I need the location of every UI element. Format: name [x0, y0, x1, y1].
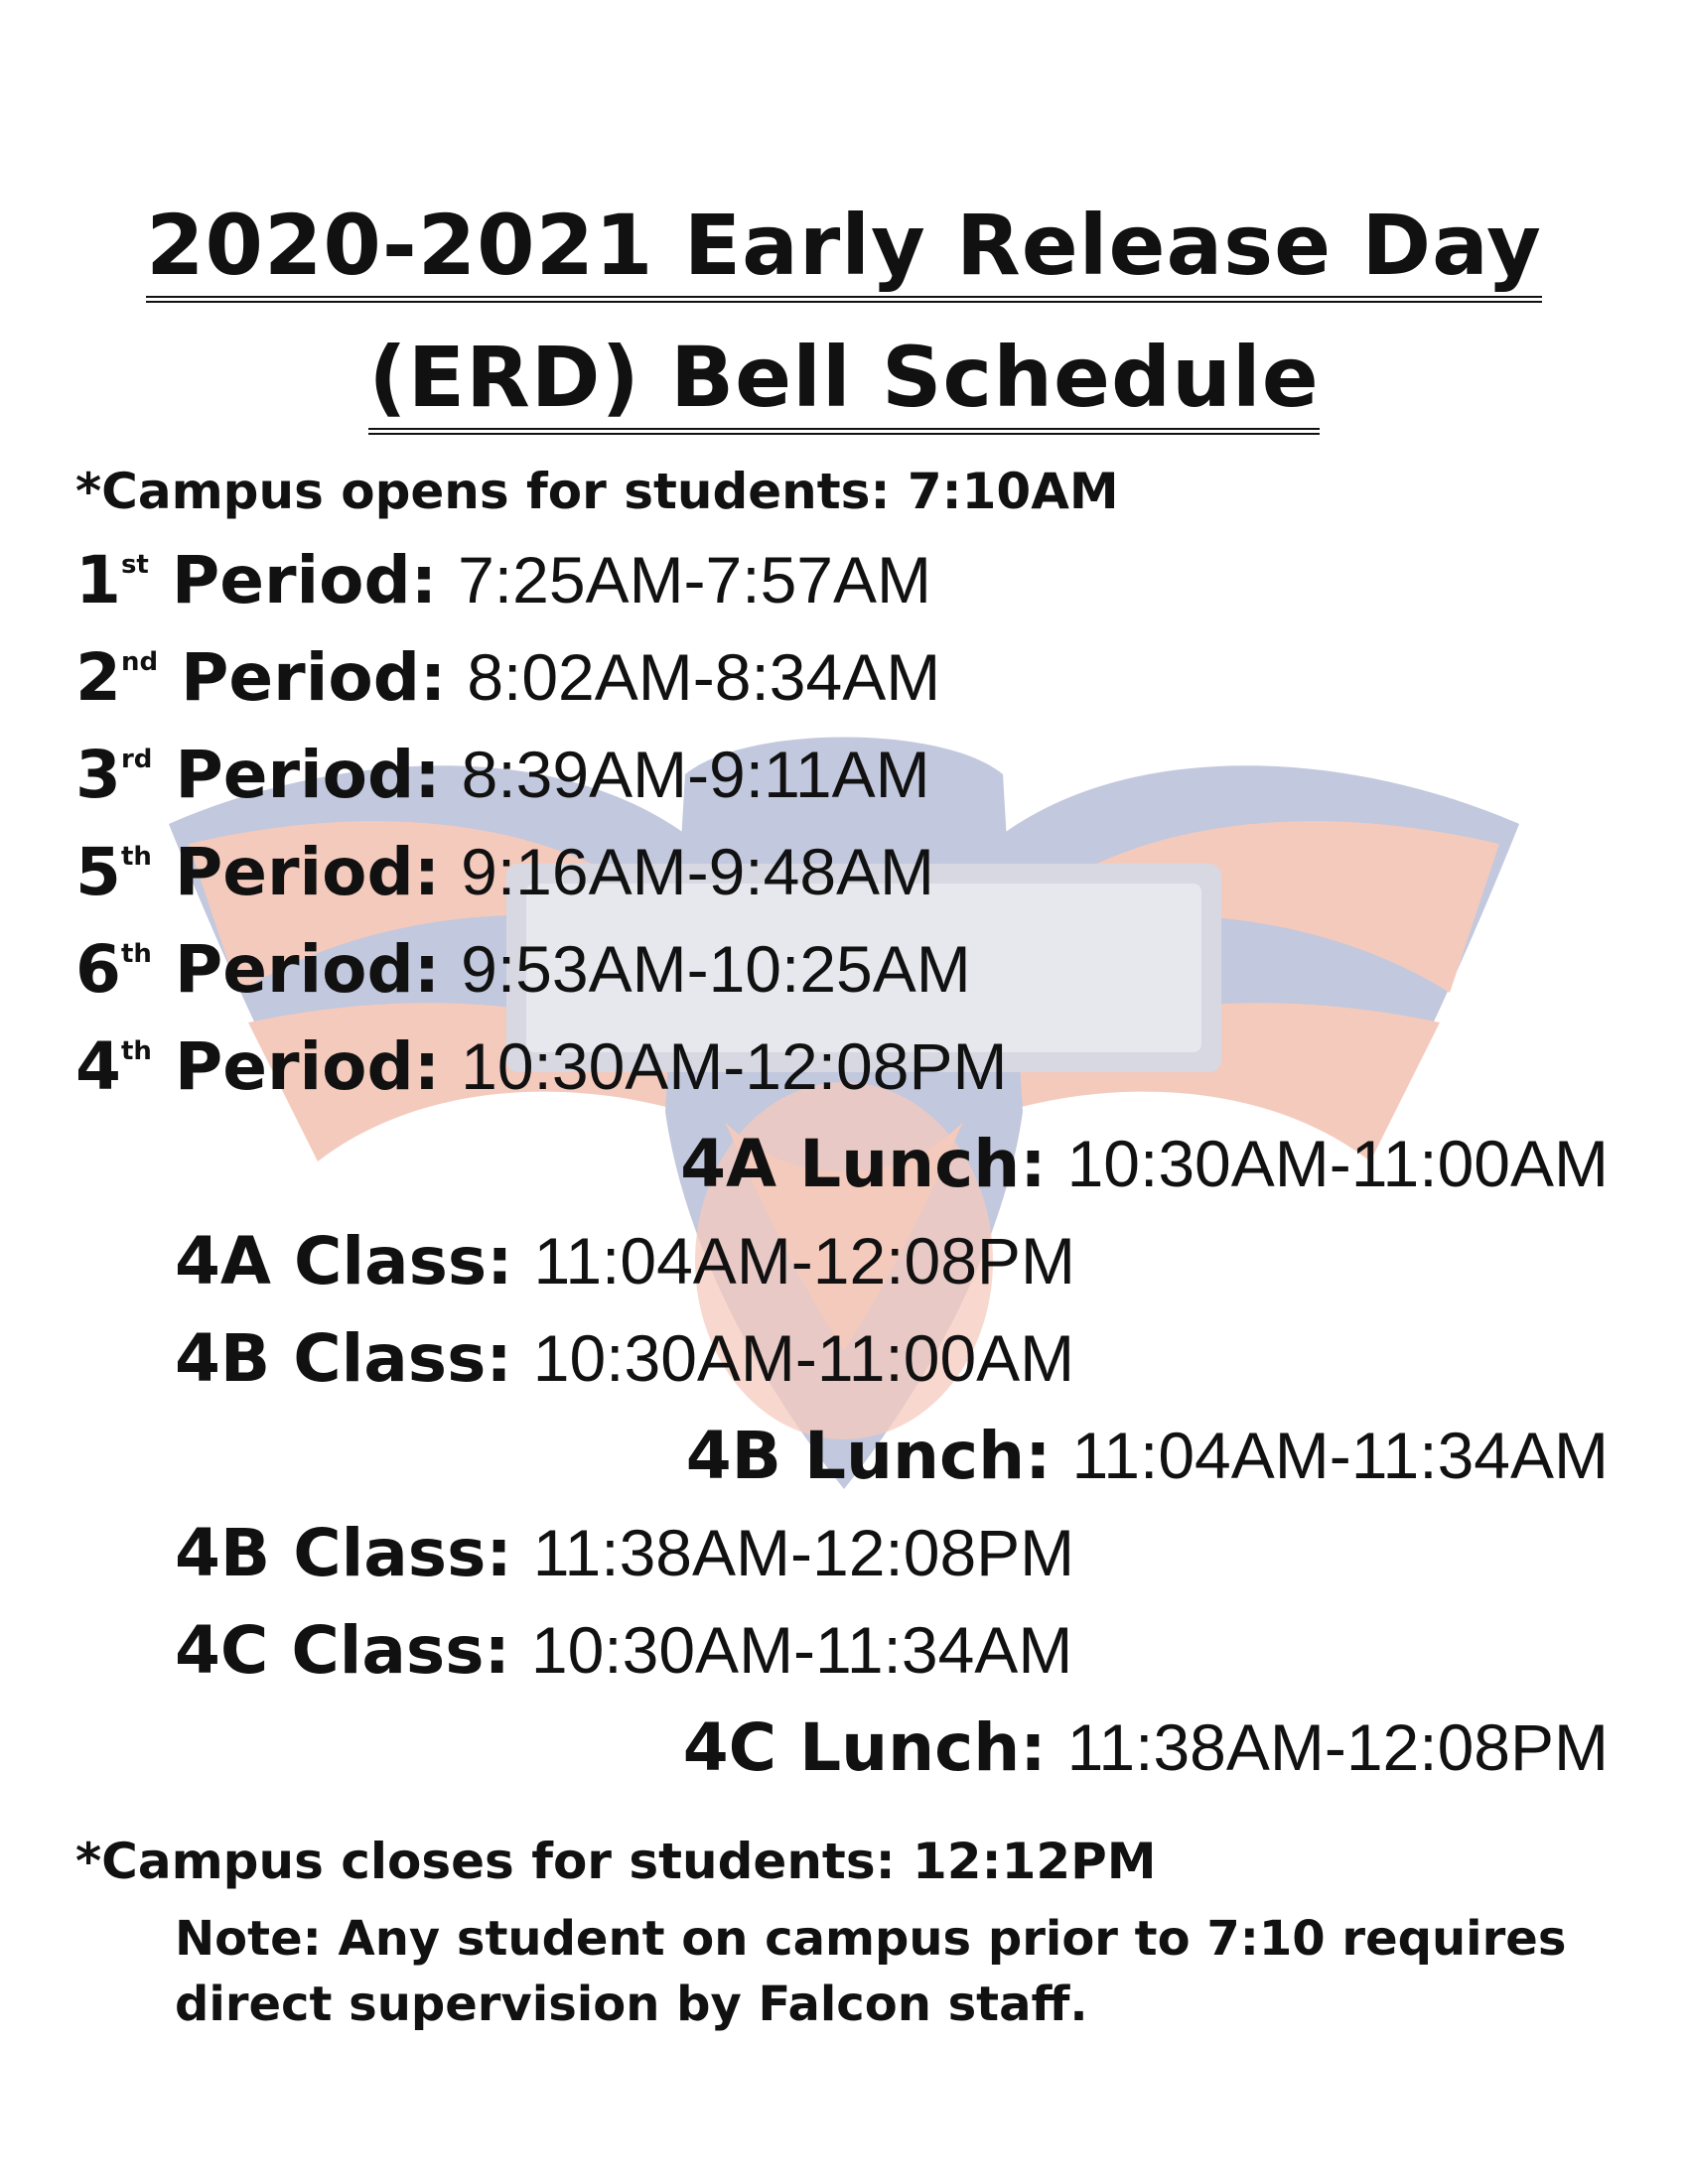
class-row-4b-second	[175, 1515, 1074, 1591]
lunch-time: 11:04AM-11:34AM	[1071, 1419, 1609, 1492]
period-suffix: th	[120, 842, 152, 872]
period-suffix: nd	[120, 647, 159, 677]
period-number: 5	[75, 834, 121, 910]
period-suffix: st	[120, 550, 149, 580]
period-time: 9:53AM-10:25AM	[461, 932, 971, 1006]
period-label: Period:	[151, 1028, 441, 1105]
period-label: Period:	[148, 542, 438, 618]
period-time: 9:16AM-9:48AM	[461, 835, 935, 908]
class-label: 4C Class:	[175, 1612, 510, 1689]
class-label: 4B Class:	[175, 1515, 512, 1591]
period-time: 8:39AM-9:11AM	[461, 738, 930, 811]
period-time: 10:30AM-12:08PM	[461, 1029, 1008, 1103]
period-row	[75, 737, 930, 813]
lunch-row-4a	[680, 1126, 1609, 1202]
lunch-row-4c	[683, 1709, 1609, 1786]
period-row	[75, 1028, 1007, 1105]
class-row-4b-first	[175, 1320, 1074, 1397]
period-suffix: th	[120, 1036, 152, 1066]
period-row	[75, 542, 931, 618]
class-time: 10:30AM-11:00AM	[532, 1321, 1075, 1395]
class-label: 4A Class:	[175, 1223, 513, 1299]
period-suffix: rd	[120, 745, 153, 774]
title-line-2: (ERD) Bell Schedule	[368, 329, 1319, 435]
campus-open-text: *Campus opens for students: 7:10AM	[75, 463, 1119, 520]
lunch-row-4b	[686, 1418, 1609, 1494]
class-time: 10:30AM-11:34AM	[530, 1613, 1073, 1687]
campus-close-text: *Campus closes for students: 12:12PM	[75, 1833, 1157, 1890]
period-number: 2	[75, 639, 121, 716]
period-row	[75, 834, 934, 910]
period-label: Period:	[151, 931, 441, 1008]
period-row	[75, 931, 971, 1008]
period-number: 3	[75, 737, 121, 813]
lunch-time: 11:38AM-12:08PM	[1066, 1710, 1609, 1784]
period-label: Period:	[158, 639, 447, 716]
page-title	[0, 187, 1688, 451]
lunch-label: 4A Lunch:	[680, 1126, 1047, 1202]
period-number: 1	[75, 542, 121, 618]
class-label: 4B Class:	[175, 1320, 512, 1397]
supervision-note: Note: Any student on campus prior to 7:10 requires direct supervision by Falcon staff.	[175, 1911, 1567, 2032]
period-label: Period:	[151, 834, 441, 910]
period-time: 7:25AM-7:57AM	[458, 543, 931, 616]
period-number: 4	[75, 1028, 121, 1105]
lunch-time: 10:30AM-11:00AM	[1066, 1127, 1609, 1200]
title-line-1: 2020-2021 Early Release Day	[146, 197, 1542, 303]
lunch-label: 4B Lunch:	[685, 1418, 1052, 1494]
class-row-4a	[175, 1223, 1075, 1299]
class-time: 11:38AM-12:08PM	[532, 1516, 1075, 1589]
lunch-label: 4C Lunch:	[682, 1709, 1047, 1786]
period-label: Period:	[152, 737, 441, 813]
class-time: 11:04AM-12:08PM	[533, 1224, 1075, 1297]
period-number: 6	[75, 931, 121, 1008]
period-row	[75, 639, 940, 716]
period-time: 8:02AM-8:34AM	[467, 640, 941, 714]
class-row-4c	[175, 1612, 1072, 1689]
period-suffix: th	[120, 939, 152, 969]
